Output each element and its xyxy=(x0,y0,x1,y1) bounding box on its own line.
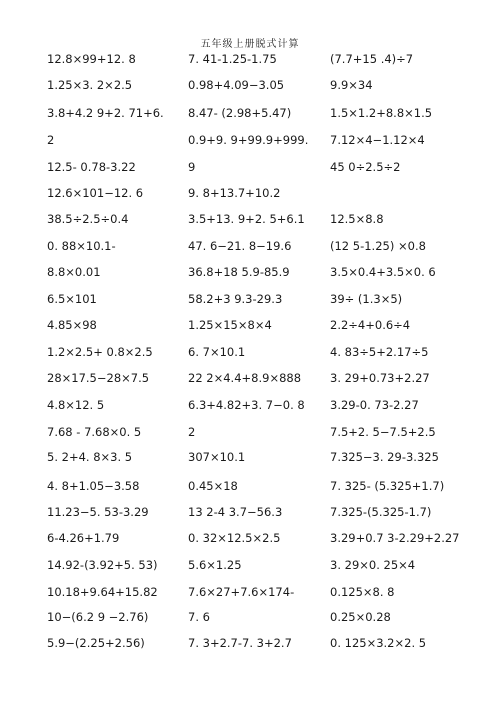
problem-r4-c1: 2 xyxy=(47,133,55,147)
problem-r1-c3: (7.7+15 .4)÷7 xyxy=(330,52,414,66)
problem-r13-c3: 3. 29+0.73+2.27 xyxy=(330,371,430,385)
problem-r5-c3: 45 0÷2.5÷2 xyxy=(330,160,401,174)
problem-grid xyxy=(0,52,500,652)
problem-r10-c3: 39÷ (1.3×5) xyxy=(330,292,403,306)
problem-r13-c1: 28×17.5−28×7.5 xyxy=(47,371,150,385)
problem-r21-c3: 0.125×8. 8 xyxy=(330,585,395,599)
problem-r9-c1: 8.8×0.01 xyxy=(47,265,101,279)
problem-r5-c2: 9 xyxy=(188,160,196,174)
problem-r17-c3: 7. 325- (5.325+1.7) xyxy=(330,479,445,493)
problem-r3-c2: 8.47- (2.98+5.47) xyxy=(188,106,292,120)
problem-r3-c1: 3.8+4.2 9+2. 71+6. xyxy=(47,106,164,120)
problem-r20-c1: 14.92-(3.92+5. 53) xyxy=(47,558,158,572)
problem-r22-c2: 7. 6 xyxy=(188,610,210,624)
problem-r13-c2: 22 2×4.4+8.9×888 xyxy=(188,371,302,385)
problem-r14-c2: 6.3+4.82+3. 7−0. 8 xyxy=(188,398,305,412)
problem-r21-c1: 10.18+9.64+15.82 xyxy=(47,585,158,599)
problem-r21-c2: 7.6×27+7.6×174- xyxy=(188,585,295,599)
problem-r5-c1: 12.5- 0.78-3.22 xyxy=(47,160,136,174)
problem-r14-c3: 3.29-0. 73-2.27 xyxy=(330,398,419,412)
problem-r11-c1: 4.85×98 xyxy=(47,318,97,332)
problem-r9-c3: 3.5×0.4+3.5×0. 6 xyxy=(330,265,436,279)
problem-r1-c2: 7. 41-1.25-1.75 xyxy=(188,52,277,66)
problem-r10-c1: 6.5×101 xyxy=(47,292,97,306)
problem-r1-c1: 12.8×99+12. 8 xyxy=(47,52,136,66)
problem-r23-c2: 7. 3+2.7-7. 3+2.7 xyxy=(188,636,292,650)
problem-r23-c1: 5.9−(2.25+2.56) xyxy=(47,636,145,650)
problem-r18-c2: 13 2-4 3.7−56.3 xyxy=(188,505,283,519)
problem-r4-c3: 7.12×4−1.12×4 xyxy=(330,133,425,147)
problem-r12-c3: 4. 83÷5+2.17÷5 xyxy=(330,345,429,359)
problem-r7-c2: 3.5+13. 9+2. 5+6.1 xyxy=(188,212,305,226)
problem-r15-c1: 7.68 - 7.68×0. 5 xyxy=(47,425,142,439)
problem-r16-c3: 7.325−3. 29-3.325 xyxy=(330,450,439,464)
problem-r19-c3: 3.29+0.7 3-2.29+2.27 xyxy=(330,531,460,545)
problem-r23-c3: 0. 125×3.2×2. 5 xyxy=(330,636,427,650)
problem-r18-c3: 7.325-(5.325-1.7) xyxy=(330,505,432,519)
problem-r19-c2: 0. 32×12.5×2.5 xyxy=(188,531,281,545)
problem-r12-c2: 6. 7×10.1 xyxy=(188,345,246,359)
problem-r2-c1: 1.25×3. 2×2.5 xyxy=(47,78,133,92)
problem-r18-c1: 11.23−5. 53-3.29 xyxy=(47,505,149,519)
problem-r9-c2: 36.8+18 5.9-85.9 xyxy=(188,265,290,279)
problem-r4-c2: 0.9+9. 9+99.9+999. xyxy=(188,133,309,147)
problem-r7-c3: 12.5×8.8 xyxy=(330,212,384,226)
problem-r3-c3: 1.5×1.2+8.8×1.5 xyxy=(330,106,433,120)
problem-r12-c1: 1.2×2.5+ 0.8×2.5 xyxy=(47,345,153,359)
problem-r8-c2: 47. 6−21. 8−19.6 xyxy=(188,239,292,253)
problem-r20-c3: 3. 29×0. 25×4 xyxy=(330,558,416,572)
problem-r7-c1: 38.5÷2.5÷0.4 xyxy=(47,212,129,226)
problem-r22-c1: 10−(6.2 9 −2.76) xyxy=(47,610,149,624)
page-title: 五年级上册脱式计算 xyxy=(200,39,300,50)
problem-r14-c1: 4.8×12. 5 xyxy=(47,398,105,412)
problem-r11-c3: 2.2÷4+0.6÷4 xyxy=(330,318,411,332)
problem-r22-c3: 0.25×0.28 xyxy=(330,610,391,624)
problem-r6-c1: 12.6×101−12. 6 xyxy=(47,186,144,200)
problem-r2-c2: 0.98+4.09−3.05 xyxy=(188,78,285,92)
problem-r17-c2: 0.45×18 xyxy=(188,479,238,493)
problem-r16-c2: 307×10.1 xyxy=(188,450,246,464)
problem-r11-c2: 1.25×15×8×4 xyxy=(188,318,272,332)
problem-r16-c1: 5. 2+4. 8×3. 5 xyxy=(47,450,133,464)
problem-r8-c1: 0. 88×10.1- xyxy=(47,239,116,253)
problem-r8-c3: (12 5-1.25) ×0.8 xyxy=(330,239,426,253)
problem-r17-c1: 4. 8+1.05−3.58 xyxy=(47,479,140,493)
problem-r10-c2: 58.2+3 9.3-29.3 xyxy=(188,292,283,306)
problem-r6-c2: 9. 8+13.7+10.2 xyxy=(188,186,281,200)
problem-r20-c2: 5.6×1.25 xyxy=(188,558,242,572)
problem-r19-c1: 6-4.26+1.79 xyxy=(47,531,120,545)
problem-r15-c3: 7.5+2. 5−7.5+2.5 xyxy=(330,425,436,439)
problem-r15-c2: 2 xyxy=(188,425,196,439)
problem-r2-c3: 9.9×34 xyxy=(330,78,373,92)
